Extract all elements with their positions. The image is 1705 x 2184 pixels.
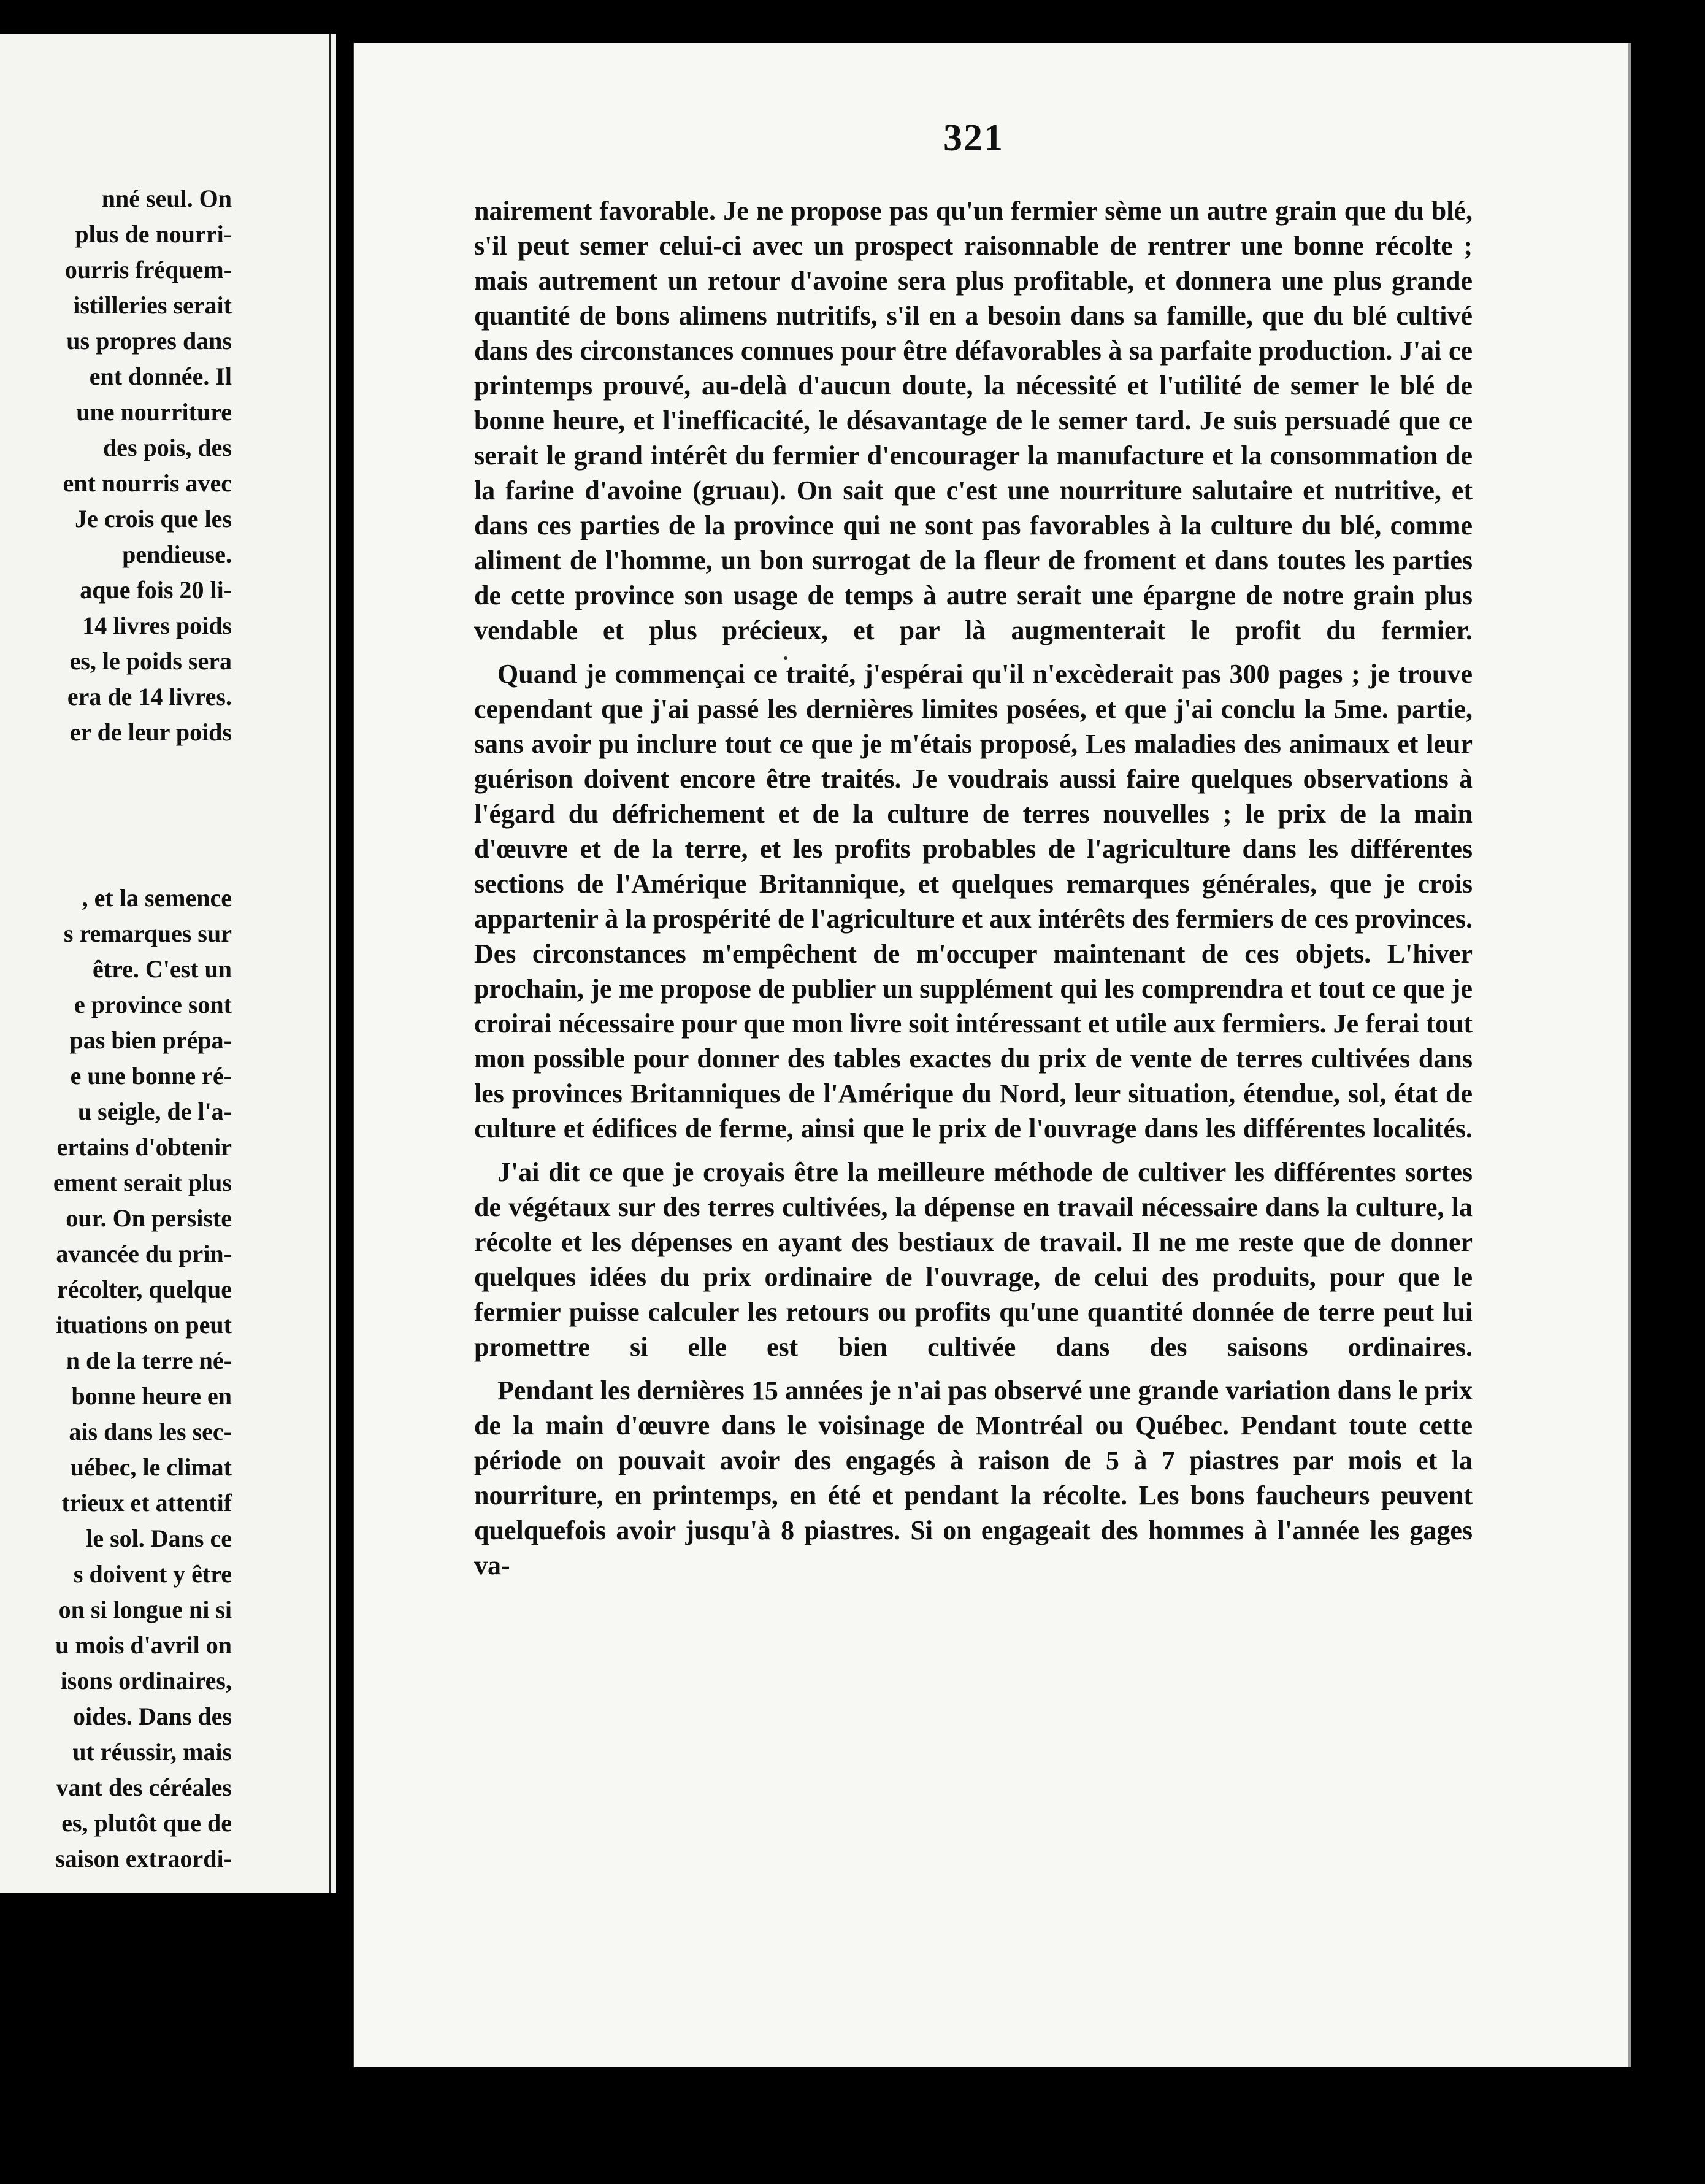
- left-line: ais dans les sec-: [69, 1418, 232, 1445]
- left-line: ement serait plus: [53, 1169, 232, 1196]
- left-line: ent donnée. Il: [89, 363, 232, 390]
- left-line: avancée du prin-: [56, 1240, 232, 1267]
- left-page-text-block-top: [0, 181, 232, 750]
- left-line: es, plutôt que de: [61, 1809, 232, 1837]
- left-line: era de 14 livres.: [67, 683, 232, 710]
- gutter-divider: [329, 34, 331, 1893]
- left-line: es, le poids sera: [69, 647, 232, 675]
- left-line: s remarques sur: [63, 920, 232, 947]
- left-line: ent nourris avec: [63, 469, 232, 497]
- left-line: uébec, le climat: [70, 1453, 232, 1481]
- left-line: Je crois que les: [75, 505, 232, 533]
- left-line: ut réussir, mais: [72, 1738, 232, 1766]
- page-number: 321: [943, 117, 1004, 159]
- left-line: récolter, quelque: [56, 1275, 232, 1303]
- left-line: pas bien prépa-: [69, 1026, 232, 1054]
- left-line: nné seul. On: [101, 185, 232, 212]
- left-line: our. On persiste: [66, 1204, 232, 1232]
- left-line: ourris fréquem-: [64, 256, 232, 283]
- left-line: u seigle, de l'a-: [77, 1098, 232, 1125]
- page-body: [474, 193, 1473, 1583]
- left-line: oides. Dans des: [73, 1702, 232, 1730]
- left-line: des pois, des: [102, 434, 232, 461]
- left-line: pendieuse.: [122, 540, 232, 568]
- left-line: e une bonne ré-: [70, 1062, 232, 1090]
- left-page-text-block-bottom: [0, 880, 232, 1877]
- paragraph-4: Pendant les dernières 15 années je n'ai pas observé une grande variation dans le prix de la main d'œuvre dans le voisinage de Montréal ou Québec. Pendant toute cette période on pouvait avoir des engagés à raison de 5 à 7 piastres par mois et la nourriture, en printemps, en été et pendant la récolte. Les bons faucheurs peuvent quelquefois avoir jusqu'à 8 piastres. Si on engageait des hommes à l'année les gages va-: [474, 1375, 1473, 1580]
- left-line: s doivent y être: [73, 1560, 232, 1588]
- left-line: aque fois 20 li-: [80, 576, 232, 604]
- right-main-page: [353, 43, 1630, 2067]
- left-line: être. C'est un: [93, 955, 232, 983]
- left-line: n de la terre né-: [66, 1347, 232, 1374]
- left-line: le sol. Dans ce: [86, 1525, 232, 1552]
- paragraph-1: nairement favorable. Je ne propose pas qu'un fermier sème un autre grain que du blé, s'il peut semer celui-ci avec un prospect raisonnable de rentrer une bonne récolte ; mais autrement un retour d'avoine sera plus profitable, et donnera une plus grande quantité de bons alimens nutritifs, s'il en a besoin dans sa famille, que du blé cultivé dans des circonstances connues pour être défavorables à sa parfaite production. J'ai ce printemps prouvé, au-delà d'aucun doute, la nécessité et l'utilité de semer le blé de bonne heure, et l'inefficacité, le désavantage de le semer tard. Je suis persuadé que ce serait le grand intérêt du fermier d'encourager la manufacture et la consommation de la farine d'avoine (gruau). On sait que c'est une nourriture salutaire et nutritive, et dans ces parties de la province qui ne sont pas favorables à la culture du blé, comme aliment de l'homme, un bon surrogat de la fleur de froment et dans toutes les parties de cette province son usage de temps à autre serait une épargne de notre grain plus vendable et plus précieux, et par là augmenterait le profit du fermier.: [474, 196, 1473, 645]
- paragraph-3: J'ai dit ce que je croyais être la meilleure méthode de cultiver les différentes sortes de végétaux sur des terres cultivées, la dépense en travail nécessaire dans la culture, la récolte et les dépenses en ayant des bestiaux de travail. Il ne me reste que de donner quelques idées du prix ordinaire de l'ouvrage, de celui des produits, pour que le fermier puisse calculer les retours ou profits qu'une quantité donnée de terre peut lui promettre si elle est bien cultivée dans des saisons ordinaires.: [474, 1157, 1473, 1362]
- paragraph-2: Quand je commençai ce traité, j'espérai qu'il n'excèderait pas 300 pages ; je trouve cependant que j'ai passé les dernières limites posées, et que j'ai conclu la 5me. partie, sans avoir pu inclure tout ce que je m'étais proposé, Les maladies des animaux et leur guérison doivent encore être traités. Je voudrais aussi faire quelques observations à l'égard du défrichement et de la culture de terres nouvelles ; le prix de la main d'œuvre et de la terre, et les profits probables de l'agriculture dans les différentes sections de l'Amérique Britannique, et quelques remarques générales, que je crois appartenir à la prospérité de l'agriculture et aux intérêts des fermiers de ces provinces. Des circonstances m'empêchent de m'occuper maintenant de ces objets. L'hiver prochain, je me propose de publier un supplément qui les comprendra et tout ce que je croirai nécessaire pour que mon livre soit intéressant et utile aux fermiers. Je ferai tout mon possible pour donner des tables exactes du prix de vente de terres cultivées dans les provinces Britanniques de l'Amérique du Nord, leur situation, étendue, sol, état de culture et édifices de ferme, ainsi que le prix de l'ouvrage dans les différentes localités.: [474, 659, 1473, 1144]
- left-line: une nourriture: [76, 398, 232, 426]
- left-line: saison extraordi-: [55, 1845, 232, 1872]
- left-line: bonne heure en: [71, 1382, 232, 1410]
- left-line: e province sont: [74, 991, 232, 1018]
- page-edge: [1628, 43, 1631, 2067]
- left-line: trieux et attentif: [61, 1489, 232, 1517]
- left-line: ertains d'obtenir: [56, 1133, 232, 1161]
- left-line: us propres dans: [66, 327, 232, 355]
- left-line: plus de nourri-: [75, 220, 232, 248]
- left-line: , et la semence: [82, 884, 232, 912]
- left-line: ituations on peut: [56, 1311, 232, 1339]
- left-line: u mois d'avril on: [55, 1631, 232, 1659]
- left-line: er de leur poids: [69, 718, 232, 746]
- left-line: isons ordinaires,: [60, 1667, 232, 1694]
- left-facing-page: [0, 34, 336, 1893]
- left-line: istilleries serait: [73, 291, 232, 319]
- left-line: on si longue ni si: [58, 1596, 232, 1623]
- left-line: vant des céréales: [56, 1774, 232, 1801]
- left-line: 14 livres poids: [82, 612, 232, 639]
